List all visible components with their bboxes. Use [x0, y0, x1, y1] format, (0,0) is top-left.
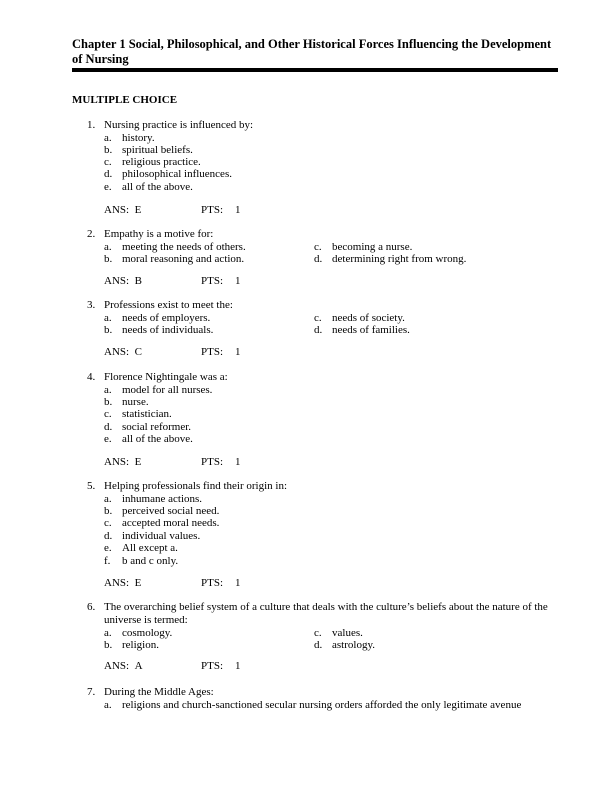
points — [201, 275, 241, 288]
answer-label: ANS: — [104, 275, 130, 287]
option-text: becoming a nurse. — [332, 241, 413, 253]
points — [201, 346, 241, 359]
option-text: determining right from wrong. — [332, 253, 467, 265]
question-number: 7. — [87, 686, 96, 698]
answer-label: ANS: — [104, 204, 130, 216]
option-text: All except a. — [122, 542, 178, 554]
points-label: PTS: — [201, 456, 224, 468]
option-b — [104, 324, 213, 337]
points-label: PTS: — [201, 577, 224, 589]
option-a — [104, 493, 202, 506]
question-text: Helping professionals find their origin in: — [104, 480, 287, 492]
header-divider — [72, 68, 558, 72]
option-letter: e. — [104, 433, 112, 445]
option-letter: b. — [104, 253, 113, 265]
points-label: PTS: — [201, 204, 224, 216]
option-a — [104, 384, 212, 397]
answer — [104, 660, 143, 673]
option-e — [104, 542, 178, 555]
option-text: religions and church-sanctioned secular nursing orders afforded the only legitimate avenue — [122, 699, 522, 711]
option-letter: a. — [104, 312, 112, 324]
option-e — [104, 181, 193, 194]
answer-value: A — [134, 660, 143, 672]
option-letter: d. — [104, 530, 113, 542]
answer-label: ANS: — [104, 660, 130, 672]
option-letter: d. — [314, 253, 323, 265]
points-value: 1 — [235, 456, 241, 468]
points-value: 1 — [235, 577, 241, 589]
option-text: b and c only. — [122, 555, 179, 567]
option-text: accepted moral needs. — [122, 517, 220, 529]
answer-value: C — [134, 346, 142, 358]
option-text: values. — [332, 627, 363, 639]
points — [201, 577, 241, 590]
option-b — [104, 396, 149, 409]
option-letter: c. — [104, 408, 112, 420]
option-letter: c. — [314, 312, 322, 324]
option-letter: a. — [104, 132, 112, 144]
chapter-title: Chapter 1 Social, Philosophical, and Other Historical Forces Influencing the Development of Nursing — [72, 37, 552, 66]
option-b — [104, 253, 244, 266]
points-value: 1 — [235, 275, 241, 287]
option-b — [104, 505, 219, 518]
answer-label: ANS: — [104, 456, 130, 468]
option-letter: a. — [104, 384, 112, 396]
question-text: The overarching belief system of a culture that deals with the culture’s beliefs about the nature of the universe is termed: — [104, 601, 548, 626]
points — [201, 456, 241, 469]
question-number: 2. — [87, 228, 96, 240]
question-text: During the Middle Ages: — [104, 686, 214, 698]
option-a — [104, 312, 210, 325]
option-text: needs of employers. — [122, 312, 211, 324]
option-text: social reformer. — [122, 421, 192, 433]
option-text: individual values. — [122, 530, 201, 542]
points-value: 1 — [235, 204, 241, 216]
option-d — [104, 168, 232, 181]
option-d — [314, 253, 466, 266]
option-letter: a. — [104, 493, 112, 505]
option-d — [314, 324, 410, 337]
option-text: needs of families. — [332, 324, 410, 336]
option-text: all of the above. — [122, 181, 193, 193]
option-text: philosophical influences. — [122, 168, 232, 180]
option-text: all of the above. — [122, 433, 193, 445]
answer-label: ANS: — [104, 346, 130, 358]
option-text: history. — [122, 132, 155, 144]
option-a — [104, 627, 172, 640]
points-value: 1 — [235, 660, 241, 672]
option-letter: b. — [104, 324, 113, 336]
option-text: astrology. — [332, 639, 375, 651]
option-text: meeting the needs of others. — [122, 241, 246, 253]
option-letter: d. — [314, 639, 323, 651]
question-text: Nursing practice is influenced by: — [104, 119, 254, 131]
option-text: religious practice. — [122, 156, 201, 168]
answer — [104, 456, 141, 469]
answer — [104, 577, 141, 590]
option-letter: a. — [104, 699, 112, 711]
option-text: perceived social need. — [122, 505, 220, 517]
points-value: 1 — [235, 346, 241, 358]
points — [201, 660, 241, 673]
option-text: needs of society. — [332, 312, 405, 324]
points-label: PTS: — [201, 660, 224, 672]
option-letter: d. — [104, 168, 113, 180]
option-b — [104, 144, 193, 157]
option-a — [104, 132, 155, 145]
option-letter: d. — [104, 421, 113, 433]
option-c — [104, 156, 201, 169]
question-text: Florence Nightingale was a: — [104, 371, 228, 383]
section-heading: MULTIPLE CHOICE — [72, 94, 178, 106]
option-a — [104, 699, 521, 712]
option-d — [104, 530, 200, 543]
question-number: 6. — [87, 601, 96, 613]
option-letter: e. — [104, 542, 112, 554]
option-letter: b. — [104, 144, 113, 156]
question-number: 5. — [87, 480, 96, 492]
option-c — [104, 517, 219, 530]
option-letter: b. — [104, 505, 113, 517]
option-d — [104, 421, 191, 434]
answer-value: E — [134, 577, 142, 589]
option-letter: b. — [104, 396, 113, 408]
option-e — [104, 433, 193, 446]
option-text: religion. — [122, 639, 159, 651]
option-text: nurse. — [122, 396, 149, 408]
answer-value: B — [134, 275, 142, 287]
answer-value: E — [134, 204, 142, 216]
question-text: Empathy is a motive for: — [104, 228, 214, 240]
points-label: PTS: — [201, 275, 224, 287]
option-d — [314, 639, 375, 652]
question-number: 4. — [87, 371, 96, 383]
option-text: inhumane actions. — [122, 493, 203, 505]
points-label: PTS: — [201, 346, 224, 358]
option-text: needs of individuals. — [122, 324, 214, 336]
option-c — [314, 312, 405, 325]
option-c — [104, 408, 172, 421]
answer-label: ANS: — [104, 577, 130, 589]
option-a — [104, 241, 246, 254]
option-letter: a. — [104, 627, 112, 639]
option-text: model for all nurses. — [122, 384, 213, 396]
option-f — [104, 555, 178, 568]
option-text: spiritual beliefs. — [122, 144, 193, 156]
option-c — [314, 241, 412, 254]
option-text: statistician. — [122, 408, 172, 420]
answer — [104, 204, 141, 217]
option-text: moral reasoning and action. — [122, 253, 245, 265]
option-letter: c. — [104, 517, 112, 529]
option-c — [314, 627, 363, 640]
option-letter: c. — [314, 241, 322, 253]
question-number: 1. — [87, 119, 96, 131]
option-letter: c. — [314, 627, 322, 639]
option-letter: b. — [104, 639, 113, 651]
option-letter: c. — [104, 156, 112, 168]
question-number: 3. — [87, 299, 96, 311]
option-letter: a. — [104, 241, 112, 253]
option-text: cosmology. — [122, 627, 173, 639]
option-b — [104, 639, 159, 652]
option-letter: e. — [104, 181, 112, 193]
option-letter: d. — [314, 324, 323, 336]
question-text: Professions exist to meet the: — [104, 299, 233, 311]
answer — [104, 275, 142, 288]
points — [201, 204, 241, 217]
answer-value: E — [134, 456, 142, 468]
answer — [104, 346, 142, 359]
option-letter: f. — [104, 555, 111, 567]
